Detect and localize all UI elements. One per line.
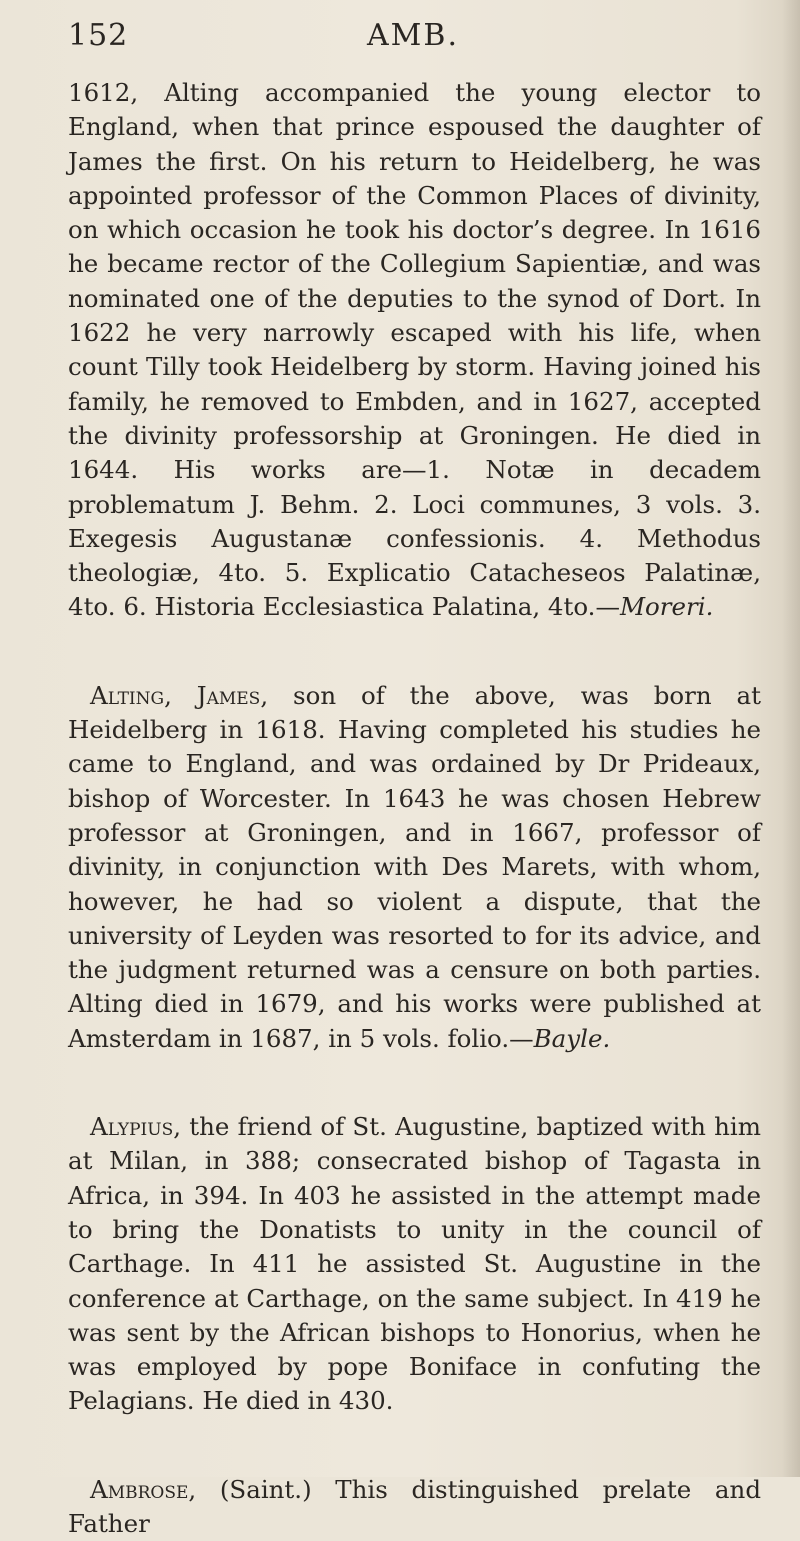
page-number: 152: [68, 18, 129, 53]
running-head: [68, 18, 758, 68]
source-citation: Moreri.: [619, 592, 714, 622]
entry-alypius: [68, 1110, 761, 1419]
entry-text: (Saint.) This distinguished prelate and Father: [68, 1474, 761, 1538]
entry-text: son of the above, was born at Heidelberg in 1618. Having completed his studies he came to England, and was ordained by Dr Prideaux, bishop of Worcester. In 1643 he was chosen Hebrew professor at Groningen, and in 1667, professor of divinity, in conjunction with Des Marets, with whom, however, he had so violent a dispute, that the university of Leyden was resorted to for its advice, and the judgment returned was a censure on both parties. Alting died in 1679, and his works were published at Amsterdam in 1687, in 5 vols. folio.—: [68, 680, 761, 1053]
entry-headword: Alypius,: [90, 1112, 182, 1142]
running-title: AMB.: [367, 18, 459, 53]
page-edge-shadow: [782, 0, 800, 1477]
paragraph-alting-john-continued: [68, 76, 761, 625]
entry-headword: Alting, James,: [90, 680, 269, 710]
body-text: [68, 76, 761, 1541]
paragraph-text: 1612, Alting accompanied the young elector to England, when that prince espoused the daughter of James the first. On his return to Heidelberg, he was appointed professor of the Common Places of divinity, on which occasion he took his doctor’s degree. In 1616 he became rector of the Collegium Sapientiæ, and was nominated one of the deputies to the synod of Dort. In 1622 he very narrowly escaped with his life, when count Tilly took Heidelberg by storm. Having joined his family, he removed to Embden, and in 1627, accepted the divinity professorship at Groningen. He died in 1644. His works are—1. Notæ in decadem problematum J. Behm. 2. Loci communes, 3 vols. 3. Exegesis Augustanæ confessionis. 4. Methodus theologiæ, 4to. 5. Explicatio Catacheseos Palatinæ, 4to. 6. Historia Ecclesiastica Palatina, 4to.—: [68, 78, 761, 622]
entry-headword: Ambrose,: [90, 1474, 197, 1504]
entry-alting-james: [68, 679, 761, 1056]
entry-ambrose: [68, 1473, 761, 1541]
entry-text: the friend of St. Augustine, baptized with him at Milan, in 388; consecrated bishop of Tagasta in Africa, in 394. In 403 he assisted in the attempt made to bring the Donatists to unity in the council of Carthage. In 411 he assisted St. Augustine in the conference at Carthage, on the same subject. In 419 he was sent by the African bishops to Honorius, when he was employed by pope Boniface in confuting the Pelagians. He died in 430.: [68, 1112, 761, 1416]
source-citation: Bayle.: [533, 1023, 611, 1053]
